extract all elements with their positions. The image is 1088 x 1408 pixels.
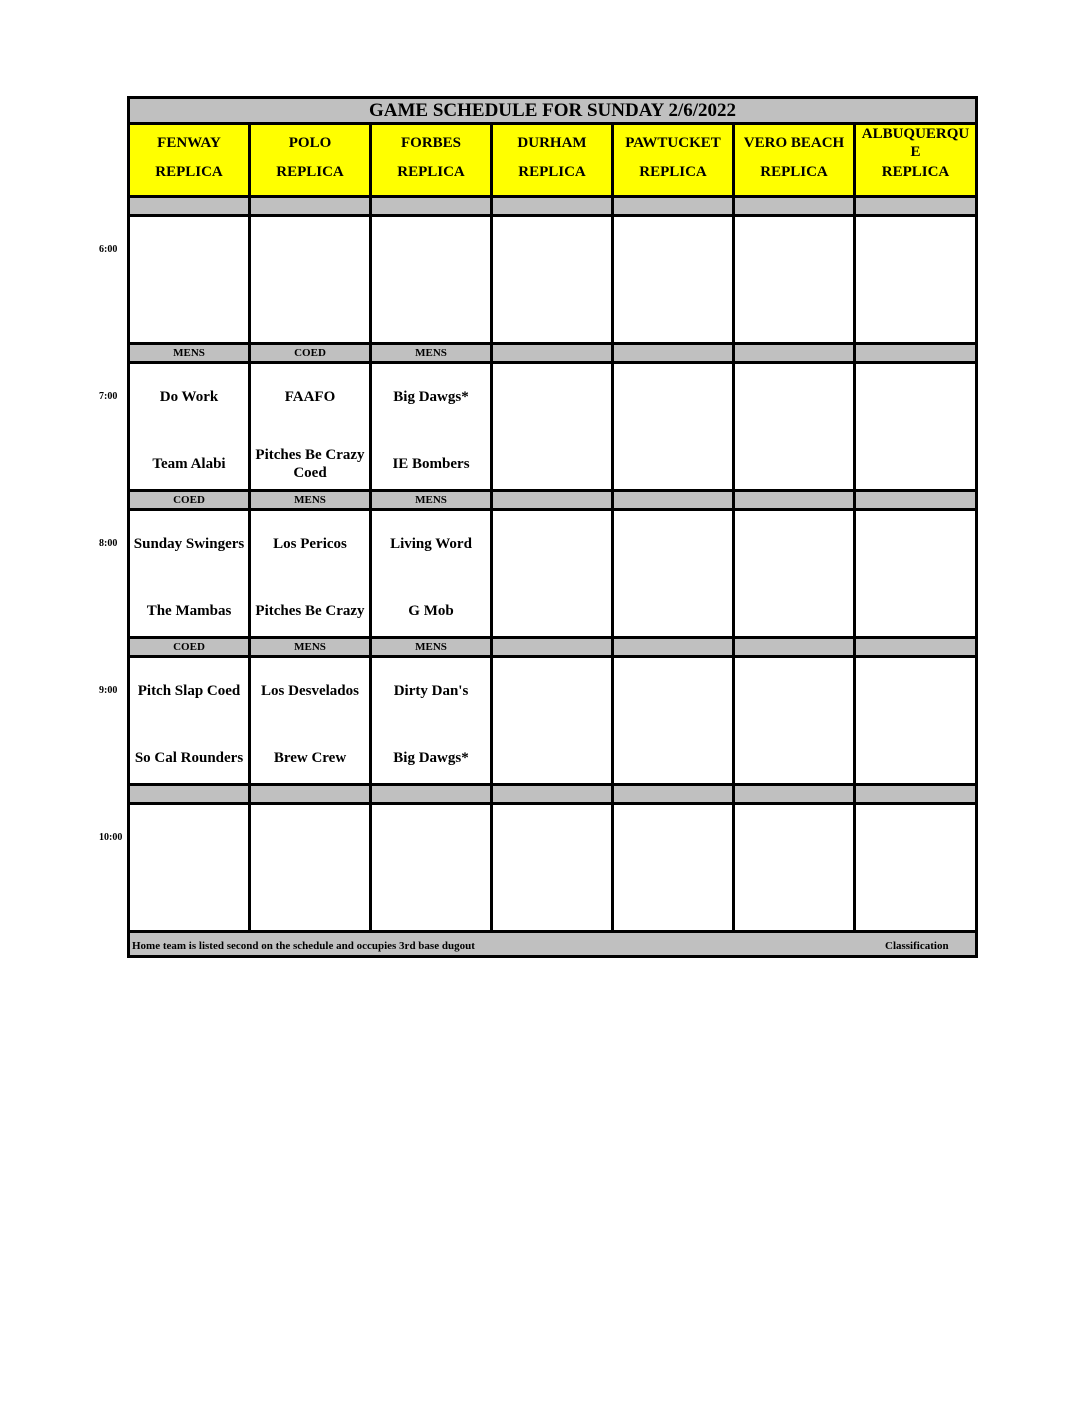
home-team [735, 740, 853, 776]
visiting-team [735, 382, 853, 412]
classification-band [856, 492, 975, 511]
home-team [130, 299, 248, 335]
game-cell [614, 511, 735, 639]
game-cell [372, 511, 493, 639]
classification-band [493, 345, 614, 364]
home-team: Brew Crew [273, 750, 347, 766]
visiting-team [735, 235, 853, 265]
home-team [856, 593, 975, 629]
game-cell [251, 658, 372, 786]
home-team [251, 299, 369, 335]
field-header-2 [372, 125, 493, 198]
home-team [614, 593, 732, 629]
game-cell [735, 805, 856, 933]
classification-legend: Classification [885, 940, 949, 952]
visiting-team [856, 382, 975, 412]
time-label: 10:00 [99, 832, 123, 843]
game-cell [614, 217, 735, 345]
classification-band [735, 786, 856, 805]
visiting-team [251, 823, 369, 853]
game-cell [372, 217, 493, 345]
home-team [251, 887, 369, 923]
visiting-team: Sunday Swingers [133, 536, 245, 552]
home-team: So Cal Rounders [134, 750, 244, 766]
classification-band [735, 492, 856, 511]
home-team [130, 887, 248, 923]
footer-bar [130, 933, 975, 955]
time-label: 8:00 [99, 538, 118, 549]
classification-band [735, 345, 856, 364]
field-name: FORBES [400, 135, 461, 151]
schedule-title: GAME SCHEDULE FOR SUNDAY 2/6/2022 [130, 99, 975, 125]
game-cell [372, 658, 493, 786]
field-header-5 [735, 125, 856, 198]
classification-band: MENS [251, 639, 372, 658]
classification-band: MENS [372, 639, 493, 658]
visiting-team: Los Pericos [273, 536, 347, 552]
visiting-team [493, 382, 611, 412]
game-cell [251, 511, 372, 639]
visiting-team: Pitch Slap Coed [137, 683, 241, 699]
classification-band [372, 198, 493, 217]
home-team [614, 446, 732, 482]
classification-band: COED [251, 345, 372, 364]
game-cell [372, 805, 493, 933]
visiting-team [130, 823, 248, 853]
home-team [614, 740, 732, 776]
classification-band [372, 786, 493, 805]
visiting-team [614, 382, 732, 412]
classification-band [493, 492, 614, 511]
field-subtitle: REPLICA [397, 164, 465, 180]
visiting-team [614, 235, 732, 265]
field-subtitle: REPLICA [881, 164, 950, 180]
game-cell [614, 658, 735, 786]
home-team [372, 887, 490, 923]
visiting-team [372, 235, 490, 265]
home-team: The Mambas [146, 603, 232, 619]
game-cell [856, 217, 975, 345]
home-team: Pitches Be Crazy [255, 603, 365, 619]
home-team: G Mob [408, 603, 454, 619]
classification-band [251, 786, 372, 805]
game-cell [130, 805, 251, 933]
visiting-team [130, 235, 248, 265]
home-team [493, 593, 611, 629]
classification-band [614, 492, 735, 511]
visiting-team [493, 235, 611, 265]
game-cell [735, 511, 856, 639]
game-cell [493, 217, 614, 345]
classification-band [130, 786, 251, 805]
classification-band [493, 786, 614, 805]
classification-band [856, 345, 975, 364]
visiting-team [251, 235, 369, 265]
field-header-6 [856, 125, 975, 198]
game-cell [493, 658, 614, 786]
home-team [493, 887, 611, 923]
time-label: 6:00 [99, 244, 118, 255]
classification-band: COED [130, 492, 251, 511]
field-header-1 [251, 125, 372, 198]
classification-band [493, 198, 614, 217]
field-name: ALBUQUERQU E [861, 126, 970, 160]
visiting-team [856, 823, 975, 853]
field-subtitle: REPLICA [518, 164, 586, 180]
field-subtitle: REPLICA [639, 164, 707, 180]
game-cell [856, 511, 975, 639]
classification-band [856, 786, 975, 805]
classification-band [614, 198, 735, 217]
visiting-team [614, 823, 732, 853]
home-team [493, 740, 611, 776]
home-team-note: Home team is listed second on the schedule and occupies 3rd base dugout [132, 940, 475, 952]
game-cell [130, 511, 251, 639]
field-subtitle: REPLICA [760, 164, 828, 180]
visiting-team [372, 823, 490, 853]
classification-band: COED [130, 639, 251, 658]
home-team: Pitches Be Crazy Coed [255, 447, 365, 481]
visiting-team [493, 823, 611, 853]
field-name: PAWTUCKET [625, 135, 721, 151]
schedule-table [127, 96, 978, 958]
visiting-team [614, 676, 732, 706]
classification-band [493, 639, 614, 658]
game-cell [130, 658, 251, 786]
field-name: DURHAM [517, 135, 587, 151]
visiting-team [493, 529, 611, 559]
field-header-4 [614, 125, 735, 198]
home-team [856, 299, 975, 335]
home-team [614, 887, 732, 923]
field-name: POLO [288, 135, 332, 151]
game-cell [614, 364, 735, 492]
classification-band: MENS [372, 492, 493, 511]
field-header-3 [493, 125, 614, 198]
visiting-team [735, 823, 853, 853]
game-cell [130, 364, 251, 492]
field-name: FENWAY [157, 135, 221, 151]
home-team [735, 446, 853, 482]
visiting-team [735, 676, 853, 706]
game-cell [735, 364, 856, 492]
visiting-team [856, 676, 975, 706]
game-cell [856, 364, 975, 492]
home-team [856, 446, 975, 482]
game-cell [493, 364, 614, 492]
classification-band [614, 786, 735, 805]
field-subtitle: REPLICA [276, 164, 344, 180]
field-header-0 [130, 125, 251, 198]
home-team [493, 299, 611, 335]
classification-band [856, 639, 975, 658]
home-team [735, 887, 853, 923]
visiting-team: FAAFO [284, 389, 336, 405]
home-team [856, 740, 975, 776]
visiting-team [856, 235, 975, 265]
classification-band [130, 198, 251, 217]
visiting-team: Big Dawgs* [393, 389, 469, 405]
classification-band [614, 345, 735, 364]
visiting-team: Dirty Dan's [393, 683, 469, 699]
classification-band: MENS [372, 345, 493, 364]
visiting-team: Los Desvelados [261, 683, 359, 699]
classification-band [735, 639, 856, 658]
game-cell [493, 511, 614, 639]
classification-band: MENS [130, 345, 251, 364]
home-team [493, 446, 611, 482]
game-cell [251, 217, 372, 345]
field-subtitle: REPLICA [155, 164, 223, 180]
home-team [735, 593, 853, 629]
field-name: VERO BEACH [743, 135, 845, 151]
game-cell [251, 364, 372, 492]
game-cell [856, 805, 975, 933]
classification-band [735, 198, 856, 217]
home-team [372, 299, 490, 335]
time-label: 7:00 [99, 391, 118, 402]
game-cell [251, 805, 372, 933]
home-team: Big Dawgs* [393, 750, 469, 766]
classification-band [856, 198, 975, 217]
home-team [614, 299, 732, 335]
game-cell [130, 217, 251, 345]
visiting-team [856, 529, 975, 559]
visiting-team [735, 529, 853, 559]
game-cell [735, 217, 856, 345]
visiting-team: Do Work [159, 389, 219, 405]
classification-band [614, 639, 735, 658]
game-cell [735, 658, 856, 786]
classification-band [251, 198, 372, 217]
visiting-team [493, 676, 611, 706]
home-team: Team Alabi [152, 456, 226, 472]
classification-band: MENS [251, 492, 372, 511]
game-cell [372, 364, 493, 492]
home-team: IE Bombers [392, 456, 470, 472]
game-cell [614, 805, 735, 933]
game-cell [493, 805, 614, 933]
visiting-team [614, 529, 732, 559]
home-team [856, 887, 975, 923]
home-team [735, 299, 853, 335]
time-label: 9:00 [99, 685, 118, 696]
game-cell [856, 658, 975, 786]
visiting-team: Living Word [390, 536, 472, 552]
